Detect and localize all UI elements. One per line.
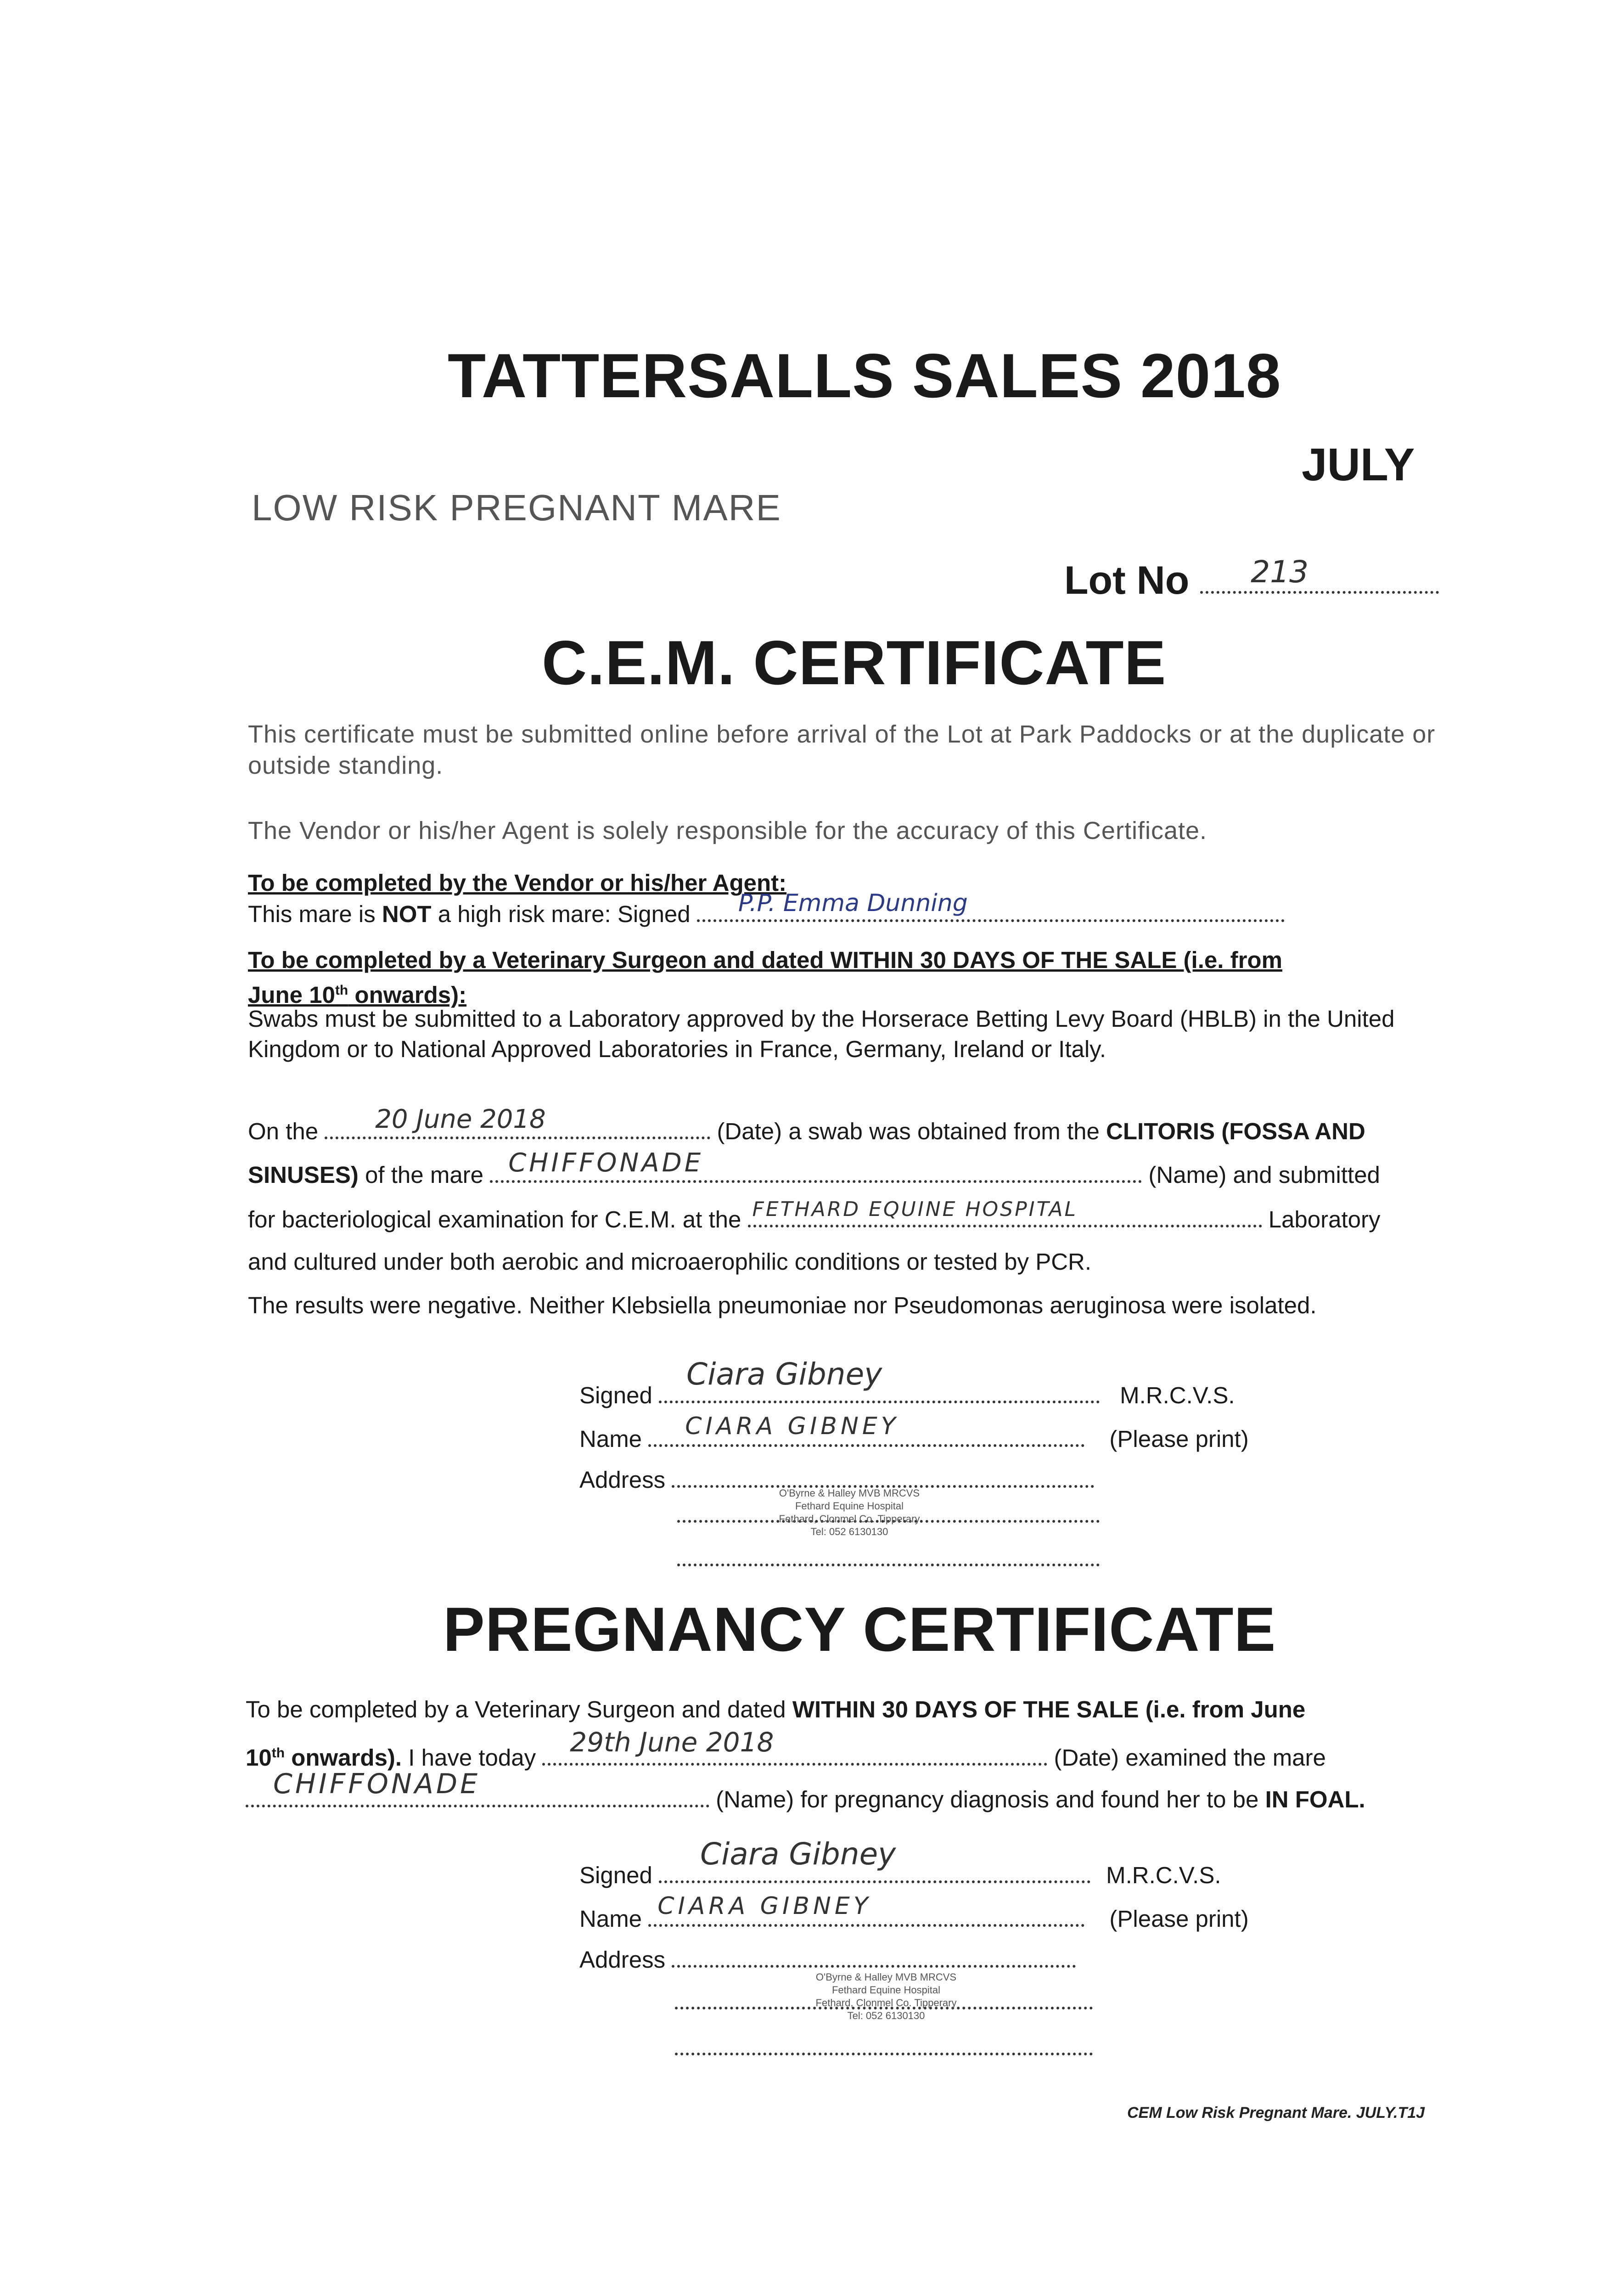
cem-address-field-1: [672, 1467, 1094, 1488]
lot-label: Lot No: [1064, 558, 1190, 602]
pregnancy-i-have-today: I have today: [402, 1745, 536, 1771]
pregnancy-vet-name: CIARA GIBNEY: [657, 1892, 872, 1920]
cem-vet-name: CIARA GIBNEY: [685, 1412, 899, 1440]
cem-address-label: Address: [579, 1467, 666, 1493]
vendor-declaration-line: [248, 889, 1285, 929]
cem-please-print: (Please print): [1109, 1426, 1249, 1452]
vendor-signature: P.P. Emma Dunning: [738, 889, 968, 917]
pregnancy-signed-line: [579, 1836, 1221, 1891]
laboratory-label: Laboratory: [1268, 1206, 1381, 1232]
pregnancy-date-value: 29th June 2018: [570, 1727, 774, 1758]
cem-certificate-title: C.E.M. CERTIFICATE: [542, 628, 1167, 698]
swab-requirements: Swabs must be submitted to a Laboratory approved by the Horserace Betting Levy Board (HBLB) in the United Kingdom or to National Approved Laboratories in France, Germany, Ireland or Italy.: [248, 1006, 1395, 1062]
laboratory-field: [748, 1198, 1262, 1227]
pregnancy-name-label: Name: [579, 1906, 642, 1932]
pregnancy-signature: Ciara Gibney: [700, 1836, 896, 1872]
name-submitted-label: (Name) and submitted: [1148, 1162, 1380, 1188]
mare-name-field: [490, 1148, 1142, 1183]
cem-mrcvs: M.R.C.V.S.: [1120, 1382, 1235, 1408]
cem-signature-field: [659, 1356, 1100, 1403]
lot-number-line: [1064, 554, 1439, 603]
on-the-label: On the: [248, 1118, 319, 1144]
pregnancy-line-2: 10th onwards). I have today 29th June 2018 (Date) examined the mare: [246, 1727, 1326, 1771]
vet-section-heading: [248, 945, 1432, 1010]
declaration-text-1: This mare is: [248, 901, 382, 927]
cem-vet-name-field: [648, 1412, 1084, 1447]
pregnancy-practice-stamp: O'Byrne & Halley MVB MRCVS Fethard Equine Hospital Fethard, Clonmel Co. Tipperary Tel: 052 6130130: [815, 1971, 957, 2021]
mare-name-line: [248, 1148, 1380, 1190]
pregnancy-please-print: (Please print): [1109, 1906, 1249, 1932]
laboratory-name: FETHARD EQUINE HOSPITAL: [752, 1198, 1078, 1221]
pregnancy-10th: 10: [246, 1745, 272, 1771]
swab-date-value: 20 June 2018: [375, 1104, 546, 1134]
pregnancy-line1-text: To be completed by a Veterinary Surgeon and dated: [246, 1696, 792, 1722]
date-suffix: (Date) a swab was obtained from the: [717, 1118, 1100, 1144]
lot-number-field: [1200, 554, 1439, 594]
cem-signed-line: [579, 1356, 1235, 1411]
sales-title: TATTERSALLS SALES 2018: [448, 341, 1281, 411]
cem-signed-label: Signed: [579, 1382, 652, 1408]
pregnancy-address-label: Address: [579, 1947, 666, 1973]
pregnancy-line3-text: (Name) for pregnancy diagnosis and found her to be: [716, 1786, 1265, 1812]
pregnancy-signature-field: [659, 1836, 1090, 1883]
swab-date-field: [325, 1104, 710, 1139]
vet-heading-line2: June 10th onwards):: [248, 982, 467, 1008]
lot-number-value: 213: [1251, 554, 1309, 590]
declaration-not: NOT: [382, 901, 432, 927]
pregnancy-mare-name-field: [246, 1768, 709, 1807]
cem-practice-stamp: O'Byrne & Halley MVB MRCVS Fethard Equine Hospital Fethard, Clonmel Co. Tipperary Tel: 052 6130130: [779, 1487, 920, 1537]
pregnancy-examined-the-mare: (Date) examined the mare: [1054, 1745, 1326, 1771]
vendor-signature-field: [697, 889, 1285, 922]
cem-name-line: [579, 1412, 1249, 1454]
pregnancy-mare-name: CHIFFONADE: [273, 1768, 480, 1800]
pregnancy-in-foal: IN FOAL.: [1265, 1786, 1365, 1812]
pregnancy-address-field-1: [672, 1947, 1076, 1968]
sale-month: JULY: [1302, 439, 1415, 490]
vendor-section-heading: To be completed by the Vendor or his/her Agent:: [248, 870, 787, 896]
pregnancy-certificate-title: PREGNANCY CERTIFICATE: [443, 1594, 1276, 1664]
results-statement: The results were negative. Neither Klebsiella pneumoniae nor Pseudomonas aeruginosa were isolated.: [248, 1292, 1317, 1318]
pregnancy-line-1: [246, 1694, 1305, 1725]
swab-date-line: [248, 1104, 1365, 1147]
pregnancy-name-line: [579, 1892, 1249, 1934]
clitoris-bold: CLITORIS (FOSSA AND: [1106, 1118, 1365, 1144]
mare-name-value: CHIFFONADE: [508, 1148, 704, 1178]
vet-heading-line1: To be completed by a Veterinary Surgeon and dated WITHIN 30 DAYS OF THE SALE (i.e. from: [248, 947, 1282, 973]
pregnancy-signed-label: Signed: [579, 1862, 652, 1888]
cem-name-label: Name: [579, 1426, 642, 1452]
pregnancy-onwards: onwards).: [285, 1745, 402, 1771]
of-the-mare-label: of the mare: [358, 1162, 484, 1188]
culture-statement: and cultured under both aerobic and microaerophilic conditions or tested by PCR.: [248, 1249, 1092, 1275]
vendor-responsibility-note: The Vendor or his/her Agent is solely responsible for the accuracy of this Certificate.: [248, 817, 1207, 844]
cem-address-field-3: [677, 1564, 1100, 1566]
pregnancy-line-3: [246, 1768, 1365, 1815]
exam-text: for bacteriological examination for C.E.M. at the: [248, 1206, 741, 1232]
pregnancy-address-field-3: [675, 2053, 1093, 2055]
pregnancy-vet-name-field: [648, 1892, 1084, 1927]
pregnancy-mrcvs: M.R.C.V.S.: [1106, 1862, 1221, 1888]
mare-category: LOW RISK PREGNANT MARE: [252, 487, 781, 528]
pregnancy-date-field: [542, 1727, 1047, 1766]
sinuses-bold: SINUSES): [248, 1162, 359, 1188]
pregnancy-line1-bold: WITHIN 30 DAYS OF THE SALE (i.e. from June: [792, 1696, 1306, 1722]
form-reference-code: CEM Low Risk Pregnant Mare. JULY.T1J: [1127, 2104, 1425, 2122]
submission-instructions: This certificate must be submitted online before arrival of the Lot at Park Paddocks or at the duplicate or outside standing.: [248, 720, 1436, 779]
cem-signature: Ciara Gibney: [686, 1356, 882, 1392]
declaration-text-2: a high risk mare: Signed: [431, 901, 691, 927]
laboratory-line: [248, 1198, 1381, 1235]
